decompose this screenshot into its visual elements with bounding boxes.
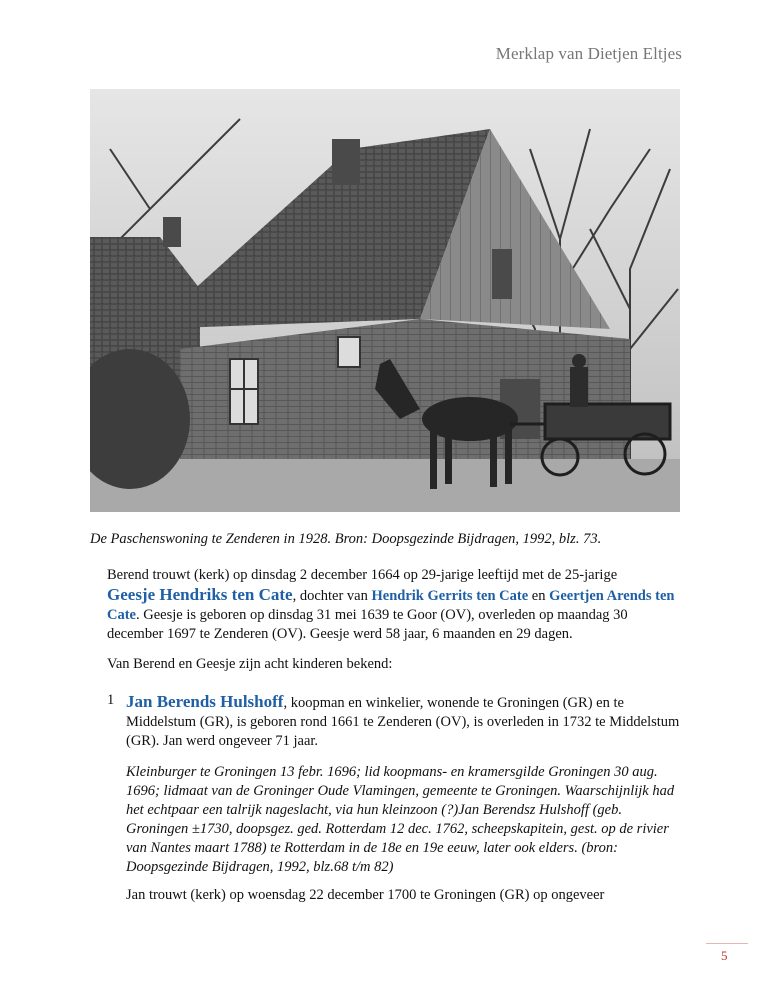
father-link[interactable]: Hendrik Gerrits ten Cate xyxy=(371,588,529,604)
ground xyxy=(90,459,680,512)
driver xyxy=(570,367,588,407)
children-intro: Van Berend en Geesje zijn acht kinderen bekend: xyxy=(107,656,393,672)
child-text xyxy=(126,692,686,751)
para-text: en xyxy=(528,588,550,604)
child-name-link[interactable]: Jan Berends Hulshoff xyxy=(126,692,284,711)
marriage-paragraph-2: Jan trouwt (kerk) op woensdag 22 december 1700 te Groningen (GR) op ongeveer xyxy=(126,887,605,903)
chimney xyxy=(332,139,360,184)
historic-photo xyxy=(90,89,680,512)
spouse-link[interactable]: Geesje Hendriks ten Cate xyxy=(107,585,293,604)
biographical-note: Kleinburger te Groningen 13 febr. 1696; lid koopmans- en kramersgilde Groningen 30 aug. 1696; lidmaat van de Groninger Oude Vlamingen, gemeente te Groningen. Waarschijnlijk had het echtpaar een talrijk nageslacht, via hun kleinzoon (?)Jan Berendsz Hulshoff (geb. Groningen ±1730, doopsgez. ged. Rotterdam 12 dec. 1762, scheepskapitein, gest. op de rivier van Nantes maart 1788) te Rotterdam in de 18e en 19e eeuw, later ook elders. (bron: Doopsgezinde Bijdragen, 1992, blz.68 t/m 82) xyxy=(126,764,675,875)
para-text: Berend trouwt (kerk) op dinsdag 2 december 1664 op 29-jarige leeftijd met de 25-jarige xyxy=(107,567,618,583)
child-number: 1 xyxy=(107,692,115,708)
mother-link[interactable]: Geertjen Arends ten Cate xyxy=(107,588,675,623)
page-number: 5 xyxy=(721,948,728,963)
marriage-paragraph xyxy=(107,566,687,644)
para-text: , dochter van xyxy=(292,588,372,604)
para-text: . Geesje is geboren op dinsdag 31 mei 1639 te Goor (OV), overleden op maandag 30 december 1697 te Zenderen (OV). Geesje werd 58 jaar, 6 maanden en 29 dagen. xyxy=(107,607,628,642)
photo-caption: De Paschenswoning te Zenderen in 1928. Bron: Doopsgezinde Bijdragen, 1992, blz. 73. xyxy=(90,531,602,547)
running-header: Merklap van Dietjen Eltjes xyxy=(495,44,682,63)
child-details: , koopman en winkelier, wonende te Groningen (GR) en te Middelstum (GR), is geboren rond 1661 te Zenderen (OV), is overleden in 1732 te Middelstum (GR). Jan werd ongeveer 71 jaar. xyxy=(126,695,680,749)
footer-divider xyxy=(706,943,748,944)
